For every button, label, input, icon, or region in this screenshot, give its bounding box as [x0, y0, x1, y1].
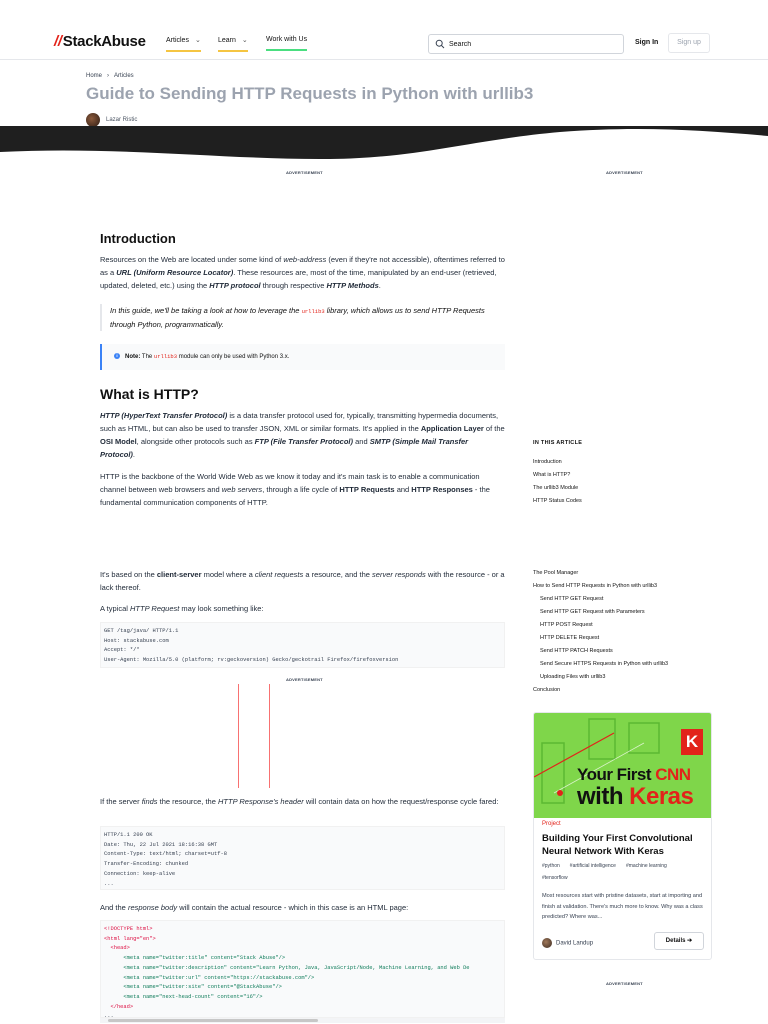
toc-item-get-request[interactable]: Send HTTP GET Request	[540, 596, 604, 602]
toc-item-http-status-codes[interactable]: HTTP Status Codes	[533, 498, 582, 504]
hero-wave-divider	[0, 126, 768, 164]
toc-item-conclusion[interactable]: Conclusion	[533, 687, 561, 693]
tag-ai[interactable]: #artificial intelligence	[569, 863, 616, 869]
page-title: Guide to Sending HTTP Requests in Python with urllib3	[86, 84, 534, 103]
toc-item-what-is-http[interactable]: What is HTTP?	[533, 472, 571, 478]
toc-item-patch-requests[interactable]: Send HTTP PATCH Requests	[540, 648, 613, 654]
code-block-response[interactable]: HTTP/1.1 200 OK Date: Thu, 22 Jul 2021 18:16:38 GMT Content-Type: text/html; charset=utf-8 Transfer-Encoding: chunked Connection: keep-alive ...	[100, 826, 505, 890]
avatar	[542, 938, 552, 948]
tag-python[interactable]: #python	[542, 863, 560, 869]
breadcrumb-home[interactable]: Home	[86, 73, 103, 79]
chevron-right-icon: ›	[107, 73, 110, 79]
info-icon: i	[114, 353, 120, 359]
heading-introduction: Introduction	[100, 231, 176, 246]
toc-item-uploading-files[interactable]: Uploading Files with urllib3	[540, 674, 606, 680]
arrow-right-icon: ➔	[687, 938, 693, 944]
intro-paragraph: Resources on the Web are located under some kind of web-address (even if they're not accessible), oftentimes referred to as a URL (Uniform Resource Locator). These resources are, most of the time, manipulated by an end-user (retrieved, updated, deleted, etc.) using the HTTP protocol through respective HTTP Methods.	[100, 255, 505, 290]
card-image-line-2: with Keras	[577, 783, 694, 810]
sign-in-link[interactable]: Sign In	[635, 39, 659, 46]
toc-item-send-http-requests[interactable]: How to Send HTTP Requests in Python with urllib3	[533, 583, 658, 589]
toc-item-pool-manager[interactable]: The Pool Manager	[533, 570, 579, 576]
response-intro-paragraph: If the server finds the resource, the HTTP Response's header will contain data on how the request/response cycle fared:	[100, 797, 499, 806]
ad-label: ADVERTISEMENT	[606, 170, 643, 175]
breadcrumb-articles[interactable]: Articles	[114, 73, 134, 79]
ad-label: ADVERTISEMENT	[286, 170, 323, 175]
stackabuse-logo[interactable]: //StackAbuse	[54, 33, 146, 50]
toc-item-https-requests[interactable]: Send Secure HTTPS Requests in Python with urllib3	[540, 661, 669, 667]
nav-articles[interactable]: Articles ⌄	[166, 36, 201, 52]
nav-work-with-us[interactable]: Work with Us	[266, 36, 307, 51]
tag-tensorflow[interactable]: #tensorflow	[542, 875, 568, 881]
keras-logo: K	[681, 729, 703, 755]
client-server-paragraph: It's based on the client-server model where a client requests a resource, and the server responds with the resource - or a lack thereof.	[100, 570, 505, 592]
search-box[interactable]	[428, 34, 624, 54]
chevron-down-icon: ⌄	[194, 37, 201, 44]
card-title[interactable]: Building Your First Convolutional Neural Network With Keras	[542, 833, 693, 857]
search-icon	[435, 39, 445, 49]
response-body-paragraph: And the response body will contain the actual resource - which in this case is an HTML page:	[100, 903, 409, 912]
toc-item-introduction[interactable]: Introduction	[533, 459, 562, 465]
sign-up-button[interactable]: Sign up	[668, 33, 710, 53]
scrollbar-thumb[interactable]	[108, 1019, 318, 1022]
code-block-request[interactable]: GET /tag/java/ HTTP/1.1 Host: stackabuse.com Accept: */* User-Agent: Mozilla/5.0 (platform; rv:geckoversion) Gecko/geckotrail Firefox/firefoxversion	[100, 622, 505, 668]
toc-item-post-request[interactable]: HTTP POST Request	[540, 622, 593, 628]
ad-label: ADVERTISEMENT	[606, 981, 643, 986]
search-input[interactable]	[449, 38, 619, 51]
card-image-line-1: Your First CNN	[577, 765, 691, 784]
toc-item-get-with-params[interactable]: Send HTTP GET Request with Parameters	[540, 609, 645, 615]
promo-card-image[interactable]	[534, 713, 712, 818]
toc-item-delete-request[interactable]: HTTP DELETE Request	[540, 635, 600, 641]
card-tags	[542, 860, 707, 884]
nav-learn[interactable]: Learn ⌄	[218, 36, 248, 52]
top-navigation-bar	[0, 0, 768, 60]
blockquote: In this guide, we'll be taking a look at how to leverage the urllib3 library, which allows us to send HTTP Requests through Python, programmatically.	[100, 304, 503, 331]
http-paragraph-1: HTTP (HyperText Transfer Protocol) is a data transfer protocol used for, typically, transmitting hypermedia documents, such as HTML, but can also be used to transfer JSON, XML or similar formats. It's applied in the Application Layer of the OSI Model, alongside other protocols such as FTP (File Transfer Protocol) and SMTP (Simple Mail Transfer Protocol).	[100, 411, 505, 459]
request-intro-paragraph: A typical HTTP Request may look something like:	[100, 604, 264, 613]
card-author[interactable]: David Landup	[542, 938, 593, 948]
code-block-html[interactable]: <!DOCTYPE html> <html lang="en"> <head> <meta name="twitter:title" content="Stack Abuse"/> <meta name="twitter:description" content="Learn Python, Java, JavaScript/Node, Machine Learning, and Web De <meta name="twitter:url" content="https://stackabuse.com"/> <meta name="twitter:site" content="@StackAbuse"/> <meta name="next-head-count" content="16"/> </head> ...	[100, 920, 505, 1018]
author-name[interactable]: Lazar Ristic	[106, 116, 138, 123]
tag-ml[interactable]: #machine learning	[625, 863, 667, 869]
code-horizontal-scrollbar[interactable]	[100, 1018, 505, 1023]
toc-list-bottom	[533, 567, 668, 697]
card-description: Most resources start with pristine datasets, start at importing and finish at validation. There's much more to know. Why was a class predicted? Where was...	[542, 893, 703, 920]
note-callout: i Note: The urllib3 module can only be used with Python 3.x.	[100, 344, 505, 370]
avatar	[86, 113, 100, 127]
ad-slot	[238, 684, 270, 788]
ad-label: ADVERTISEMENT	[286, 677, 323, 682]
chevron-down-icon: ⌄	[241, 37, 248, 44]
http-paragraph-2: HTTP is the backbone of the World Wide Web as we know it today and it's main task is to enable a communication channel between web browsers and web servers, through a life cycle of HTTP Requests and HTTP Responses - the fundamental communication components of HTTP.	[100, 472, 490, 507]
card-category: Project	[542, 821, 561, 827]
toc-item-urllib3-module[interactable]: The urllib3 Module	[533, 485, 579, 491]
promo-card[interactable]	[533, 712, 712, 960]
toc-heading: IN THIS ARTICLE	[533, 440, 583, 446]
breadcrumb	[86, 73, 134, 79]
heading-what-is-http: What is HTTP?	[100, 386, 199, 402]
details-button[interactable]: Details ➔	[654, 932, 704, 950]
toc-list-top	[533, 456, 582, 508]
